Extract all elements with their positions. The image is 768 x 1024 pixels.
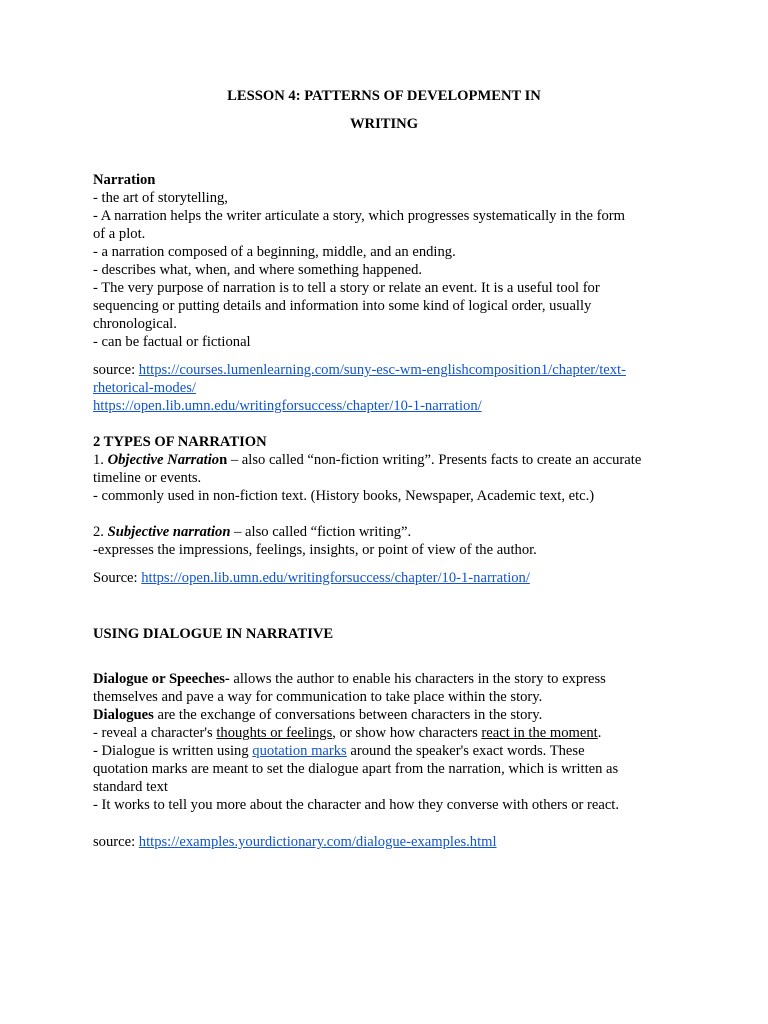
- source-link-umn[interactable]: https://open.lib.umn.edu/writingforsuccess/chapter/10-1-narration/: [93, 398, 482, 414]
- dialogue-section: [93, 670, 683, 814]
- subjective-narration-line: 2. Subjective narration – also called “fiction writing”.: [93, 524, 412, 540]
- narration-source: [93, 361, 683, 415]
- narration-line: - can be factual or fictional: [93, 334, 251, 350]
- dialogue-heading-block: [93, 625, 683, 643]
- source-label: Source:: [93, 570, 142, 586]
- speeches-term: Dialogue or Speeches-: [93, 671, 230, 687]
- subjective-narration-term: Subjective narration: [107, 524, 231, 540]
- written-line-2: quotation marks are meant to set the dialogue apart from the narration, which is written as: [93, 761, 619, 777]
- react-moment-underlined: react in the moment: [481, 725, 598, 741]
- speeches-line: Dialogue or Speeches- allows the author to enable his characters in the story to express: [93, 671, 606, 687]
- narration-line: - a narration composed of a beginning, middle, and an ending.: [93, 244, 456, 260]
- narration-line: sequencing or putting details and information into some kind of logical order, usually: [93, 298, 592, 314]
- source-link-yourdictionary[interactable]: https://examples.yourdictionary.com/dialogue-examples.html: [138, 834, 497, 850]
- source-link-umn-2[interactable]: https://open.lib.umn.edu/writingforsuccess/chapter/10-1-narration/: [141, 570, 530, 586]
- narration-line: - describes what, when, and where something happened.: [93, 262, 423, 278]
- quotation-marks-link[interactable]: quotation marks: [252, 743, 347, 759]
- narration-line: - the art of storytelling,: [93, 190, 228, 206]
- page-title-line-1: LESSON 4: PATTERNS OF DEVELOPMENT IN: [227, 88, 541, 104]
- source-label: source:: [93, 834, 139, 850]
- dialogue-source: [93, 833, 683, 851]
- works-line: - It works to tell you more about the character and how they converse with others or react.: [93, 797, 620, 813]
- narration-heading: Narration: [93, 172, 156, 188]
- narration-section: [93, 171, 683, 351]
- narration-line: - The very purpose of narration is to tell a story or relate an event. It is a useful tool for: [93, 280, 600, 296]
- source-label: source:: [93, 362, 139, 378]
- objective-line: timeline or events.: [93, 470, 202, 486]
- source-link-lumen[interactable]: https://courses.lumenlearning.com/suny-esc-wm-englishcomposition1/chapter/text-: [138, 362, 626, 378]
- dialogues-line: Dialogues are the exchange of conversations between characters in the story.: [93, 707, 543, 723]
- types-heading: 2 TYPES OF NARRATION: [93, 434, 267, 450]
- types-source: [93, 569, 683, 587]
- page-title-line-2: WRITING: [349, 116, 419, 132]
- narration-line: of a plot.: [93, 226, 146, 242]
- types-section: [93, 433, 683, 505]
- dialogues-term: Dialogues: [93, 707, 154, 723]
- objective-narration-term: Objective Narratio: [107, 452, 220, 468]
- dialogue-heading: USING DIALOGUE IN NARRATIVE: [93, 626, 334, 642]
- objective-narration-line: 1. Objective Narration – also called “non-fiction writing”. Presents facts to create an accurate: [93, 452, 642, 468]
- narration-line: - A narration helps the writer articulate a story, which progresses systematically in the form: [93, 208, 625, 224]
- subjective-line: -expresses the impressions, feelings, insights, or point of view of the author.: [93, 542, 537, 558]
- subjective-section: [93, 523, 683, 559]
- thoughts-feelings-underlined: thoughts or feelings: [216, 725, 333, 741]
- objective-line: - commonly used in non-fiction text. (History books, Newspaper, Academic text, etc.): [93, 488, 595, 504]
- reveal-line: - reveal a character's thoughts or feelings, or show how characters react in the moment.: [93, 725, 602, 741]
- source-link-lumen-continued[interactable]: rhetorical-modes/: [93, 380, 196, 396]
- written-line: - Dialogue is written using quotation marks around the speaker's exact words. These: [93, 743, 585, 759]
- written-line-3: standard text: [93, 779, 168, 795]
- speeches-line-2: themselves and pave a way for communication to take place within the story.: [93, 689, 543, 705]
- narration-line: chronological.: [93, 316, 177, 332]
